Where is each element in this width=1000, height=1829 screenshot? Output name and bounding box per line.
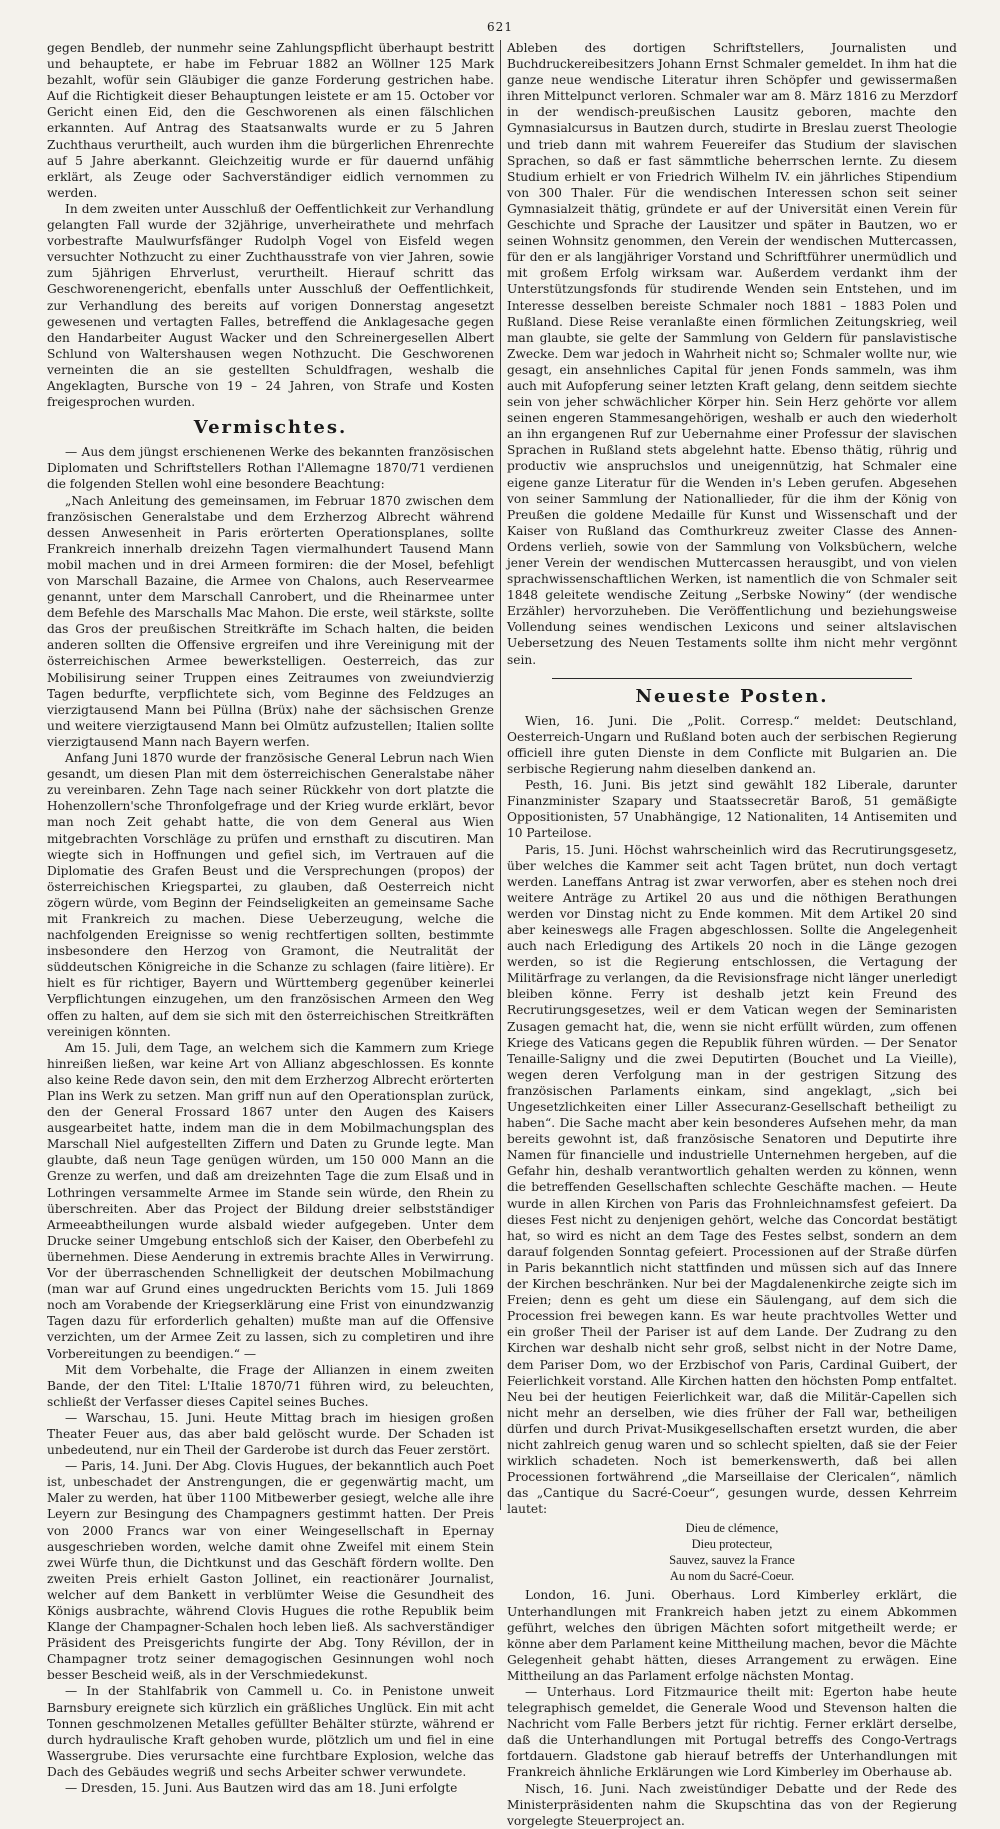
anthem-line: Sauvez, sauvez la France bbox=[669, 1553, 795, 1568]
article-perjury-case: gegen Bendleb, der nunmehr seine Zahlungspflicht überhaupt bestritt und behauptete, er habe im Februar 1882 an Wöllner 125 Mark bezahlt, wofür sein Gläubiger die ganze Forderung gestrichen habe. Auf die Richtigkeit dieser Behauptungen leistete er am 15. October vor Gericht einen Eid, den die Geschworenen als einen fälschlichen erkannten. Auf Antrag des Staatsanwalts wurde er zu 5 Jahren Zuchthaus verurtheilt, auch wurden ihm die bürgerlichen Ehrenrechte auf 5 Jahre aberkannt. Gleichzeitig wurde er für dauernd unfähig erklärt, als Zeuge oder Sachverständiger eidlich vernommen zu werden. bbox=[47, 41, 494, 200]
right-column bbox=[507, 40, 957, 1828]
article-paris-poet: — Paris, 14. Juni. Der Abg. Clovis Hugues, der bekanntlich auch Poet ist, unbeschadet der Anstrengungen, die er gegenwärtig macht, um Maler zu werden, hat über 1100 Mitbewerber gesiegt, welche alle ihre Leyern zur Besingung des Champagners gestimmt hatten. Der Preis von 2000 Francs war von einer Weingesellschaft in Epernay ausgeschrieben worden, welche damit ohne Zweifel mit einem Stein zwei Würfe thun, die Dichtkunst und das Geschäft fördern wollte. Den zweiten Preis erhielt Gaston Jollinet, ein reactionärer Journalist, welcher auf dem Bankett in verblümter Weise die Gesundheit des Königs ausbrachte, während Clovis Hugues die rothe Republik beim Klange der Champagner-Schalen hoch leben ließ. Als sachverständiger Präsident des Preisgerichts fungirte der Abg. Tony Révillon, der in Champagner trotz seiner demagogischen Gesinnungen wohl noch besser Bescheid weiß, als in der Verschmiedekunst. bbox=[47, 1459, 494, 1683]
article-pesth: Pesth, 16. Juni. Bis jetzt sind gewählt 182 Liberale, darunter Finanzminister Szapary und Staatssecretär Baroß, 51 gemäßigte Oppositionisten, 57 Unabhängige, 12 Nationaliten, 14 Antisemiten und 10 Parteilose. bbox=[507, 778, 957, 841]
article-warschau: — Warschau, 15. Juni. Heute Mittag brach im hiesigen großen Theater Feuer aus, das aber bald gelöscht wurde. Der Schaden ist unbedeutend, nur ein Theil der Garderobe ist durch das Feuer zerstört. bbox=[47, 1410, 494, 1458]
section-heading-vermischtes: Vermischtes. bbox=[193, 417, 348, 439]
article-paris-recruitment: Paris, 15. Juni. Höchst wahrscheinlich wird das Recrutirungsgesetz, über welches die Kammer seit acht Tagen brütet, nun doch vertagt werden. Laneffans Antrag ist zwar verworfen, aber es stehen noch drei weitere Anträge zu Artikel 20 aus und die nöthigen Berathungen werden vor Dinstag nicht zu Ende kommen. Mit dem Artikel 20 sind aber keineswegs alle Fragen abgeschlossen. Sollte die Angelegenheit auch nach Erledigung des Artikels 20 noch in die Länge gezogen werden, so ist die Regierung entschlossen, die Vertagung der Militärfrage zu verlangen, da die Revisionsfrage nicht länger unerledigt bleiben könne. Ferry ist deshalb jetzt kein Freund des Recrutirungsgesetzes, weil er dem Vatican wegen der Seminaristen Zusagen gemacht hat, die, wenn sie nicht erfüllt würden, zum offenen Kriege des Vaticans gegen die Republik führen würden. — Der Senator Tenaille-Saligny und die zwei Deputirten (Bouchet und La Vieille), wegen deren Verfolgung man in der gestrigen Sitzung des französischen Parlaments einkam, sind angeklagt, „sich bei Ungesetzlichkeiten einer Liller Assecuranz-Gesellschaft betheiligt zu haben“. Die Sache macht aber kein besonderes Aufsehen mehr, da man bereits gewohnt ist, daß französische Senatoren und Deputirte ihre Namen für financielle und industrielle Unternehmen hergeben, auf die Gefahr hin, deshalb verantwortlich gehalten werden zu können, wenn die betreffenden Gesellschaften schlechte Geschäfte machen. — Heute wurde in allen Kirchen von Paris das Frohnleichnamsfest gefeiert. Da dieses Fest nicht zu denjenigen gehört, welche das Concordat bestätigt hat, so wird es nicht an dem Tage des Festes selbst, sondern an dem darauf folgenden Sonntag gefeiert. Processionen auf der Straße dürfen in Paris bekanntlich nicht stattfinden und müssen sich auf das Innere der Kirchen beschränken. Nur bei der Magdalenenkirche zeigte sich im Freien; denn es geht um diese ein Säulengang, auf dem sich die Procession frei bewegen kann. Es war heute prachtvolles Wetter und ein großer Theil der Pariser ist auf dem Lande. Der Zudrang zu den Kirchen war deshalb nicht sehr groß, selbst nicht in der Notre Dame, dem Pariser Dom, wo der Erzbischof von Paris, Cardinal Guibert, der Feierlichkeit vorstand. Alle Kirchen hatten den höchsten Pomp entfaltet. Neu bei der heutigen Feierlichkeit war, daß die Militär-Capellen sich nicht mehr an derselben, wie dies früher der Fall war, betheiligen dürfen und durch Privat-Musikgesellschaften ersetzt wurden, die aber nicht zahlreich genug waren und so schlecht spielten, daß sie der Feier wirklich schadeten. Noch ist bemerkenswerth, daß bei allen Processionen fortwährend „die Marseillaise der Clericalen“, nämlich das „Cantique du Sacré-Coeur“, gesungen wurde, dessen Kehrreim lautet: bbox=[507, 842, 957, 1517]
section-heading-neueste-posten: Neueste Posten. bbox=[635, 685, 829, 707]
article-schmaler-obituary: Ableben des dortigen Schriftstellers, Journalisten und Buchdruckereibesitzers Johann Ernst Schmaler gemeldet. In ihm hat die ganze neue wendische Literatur ihren Schöpfer und gewissermaßen ihren Mittelpunct verloren. Schmaler war am 8. März 1816 zu Merzdorf in der wendisch-preußischen Lausitz geboren, machte den Gymnasialcursus in Bautzen durch, studirte in Breslau zuerst Theologie und trieb dann mit wahrem Feuereifer das Studium der slavischen Sprachen, so daß er fast sämmtliche beherrschen lernte. Zu diesem Studium erhielt er von Friedrich Wilhelm IV. ein jährliches Stipendium von 300 Thaler. Für die wendischen Interessen schon seit seiner Gymnasialzeit thätig, gründete er auf der Universität einen Verein für Geschichte und Sprache der Lausitzer und später in Bautzen, wo er seinen Wohnsitz genommen, den Verein der wendischen Muttercassen, für den er als langjähriger Vorstand und Schriftführer unermüdlich und mit großem Erfolg wirksam war. Außerdem verdankt ihm der Unterstützungsfonds für studirende Wenden sein Entstehen, und im Interesse desselben bereiste Schmaler noch 1881 – 1883 Polen und Rußland. Diese Reise veranlaßte einen förmlichen Zeitungskrieg, weil man glaubte, sie gelte der Sammlung von Geldern für panslavistische Zwecke. Dem war jedoch in Wahrheit nicht so; Schmaler wollte nur, wie gesagt, ein ansehnliches Capital für jenen Fonds sammeln, was ihm auch mit Aufopferung seiner letzten Kraft gelang, denn seitdem siechte sein von jeher schwächlicher Körper hin. Sein Herz gehörte vor allem seinen engeren Stammesangehörigen, weshalb er auch den wiederholt an ihn ergangenen Ruf zur Uebernahme einer Professur der slavischen Sprachen in Rußland stets abgelehnt hatte. Ebenso thätig, rührig und productiv wie anspruchslos und uneigennützig, hat Schmaler eine eigene ganze Literatur für die Wenden in's Leben gerufen. Abgesehen von seiner Sammlung der Nationallieder, für die ihm der König von Preußen die goldene Medaille für Kunst und Wissenschaft und der Kaiser von Rußland das Comthurkreuz zweiter Classe des Annen-Ordens verlieh, sowie von der Sammlung von Volksbüchern, welche jener Verein der wendischen Muttercassen herausgibt, und von vielen sprachwissenschaftlichen Werken, ist namentlich die von Schmaler seit 1848 geleitete wendische Zeitung „Serbske Nowiny“ (der wendische Erzähler) hervorzuheben. Die Veröffentlichung und beziehungsweise Vollendung seines wendischen Lexicons und seiner altslavischen Uebersetzung des Neuen Testaments sollte ihm nicht mehr vergönnt sein. bbox=[507, 41, 957, 667]
article-rothan-quote-2: Anfang Juni 1870 wurde der französische General Lebrun nach Wien gesandt, um diesen Plan mit dem österreichischen Generalstabe näher zu vereinbaren. Zehn Tage nach seiner Rückkehr von dort platzte die Hohenzollern'sche Thronfolgefrage und der Krieg wurde erklärt, bevor man noch Zeit gehabt hatte, die von dem General aus Wien mitgebrachten Vorschläge zu prüfen und ernsthaft zu discutiren. Man wiegte sich in Hoffnungen und gefiel sich, im Vertrauen auf die Diplomatie des Grafen Beust und die Versprechungen (propos) der österreichischen Kriegspartei, zu glauben, daß Oesterreich nicht zögern würde, vom Beginn der Feindseligkeiten an gemeinsame Sache mit Frankreich zu machen. Diese Ueberzeugung, welche die nachfolgenden Ereignisse so wenig rechtfertigen sollten, bestimmte insbesondere den Herzog von Gramont, die Neutralität der süddeutschen Königreiche in die Schanze zu schlagen (faire litière). Er hielt es für richtiger, Bayern und Württemberg gegenüber keinerlei Verpflichtungen einzugehen, um den französischen Armeen den Weg offen zu halten, auf dem sie sich mit den österreichischen Streitkräften vereinigen könnten. bbox=[47, 751, 494, 1039]
article-steel-factory: — In der Stahlfabrik von Cammell u. Co. in Penistone unweit Barnsbury ereignete sich kürzlich ein gräßliches Unglück. Ein mit acht Tonnen geschmolzenen Metalles gefüllter Behälter stürzte, während er durch hydraulische Kraft gehoben wurde, plötzlich um und fiel in eine Wassergrube. Dies verursachte eine furchtbare Explosion, welche das Dach des Gebäudes wegriß und sechs Arbeiter schwer verwundete. bbox=[47, 1684, 494, 1779]
anthem-line: Dieu de clémence, bbox=[685, 1521, 779, 1536]
anthem-line: Dieu protecteur, bbox=[691, 1537, 773, 1552]
article-wien: Wien, 16. Juni. Die „Polit. Corresp.“ meldet: Deutschland, Oesterreich-Ungarn und Rußland boten auch der serbischen Regierung officiell ihre guten Dienste in dem Conflicte mit Bulgarien an. Die serbische Regierung nahm dieselben dankend an. bbox=[507, 713, 957, 777]
page-number: 621 bbox=[487, 20, 513, 34]
anthem-line: Au nom du Sacré-Coeur. bbox=[669, 1569, 795, 1584]
column-divider bbox=[500, 40, 501, 1510]
article-court-second-case: In dem zweiten unter Ausschluß der Oeffentlichkeit zur Verhandlung gelangten Fall wurde der 32jährige, unverheirathete und mehrfach vorbestrafte Maulwurfsfänger Rudolph Vogel von Eisfeld wegen versuchter Nothzucht zu einer Zuchthausstrafe von vier Jahren, sowie zum 5jährigen Ehrverlust, verurtheilt. Hierauf schritt das Geschworenengericht, ebenfalls unter Ausschluß der Oeffentlichkeit, zur Verhandlung des bereits auf vorigen Donnerstag angesetzt gewesenen und vertagten Falles, betreffend die Anklagesache gegen den Handarbeiter August Wacker und den Schreinergesellen Albert Schlund von Waltershausen wegen Nothzucht. Die Geschworenen verneinten die an sie gestellten Schuldfragen, weshalb die Angeklagten, Bursche von 19 – 24 Jahren, von Strafe und Kosten freigesprochen wurden. bbox=[47, 201, 494, 410]
article-london-oberhaus: London, 16. Juni. Oberhaus. Lord Kimberley erklärt, die Unterhandlungen mit Frankreich haben jetzt zu einem Abkommen geführt, welches den übrigen Mächten sofort mitgetheilt werde; er könne aber dem Parlament keine Mittheilung machen, bevor die Mächte Gelegenheit gehabt hätten, dieses Arrangement zu erwägen. Eine Mittheilung an das Parlament erfolge nächsten Montag. bbox=[507, 1588, 957, 1683]
article-nisch: Nisch, 16. Juni. Nach zweistündiger Debatte und der Rede des Ministerpräsidenten nahm die Skupschtina das von der Regierung vorgelegte Steuerproject an. bbox=[507, 1781, 957, 1828]
anthem-verse bbox=[507, 1520, 957, 1584]
article-dresden: — Dresden, 15. Juni. Aus Bautzen wird das am 18. Juni erfolgte bbox=[65, 1781, 458, 1796]
left-column bbox=[47, 40, 494, 1796]
article-rothan-closing: Mit dem Vorbehalte, die Frage der Allianzen in einem zweiten Bande, der den Titel: L'Italie 1870/71 führen wird, zu beleuchten, schließt der Verfasser dieses Capitel seines Buches. bbox=[47, 1362, 494, 1409]
article-rothan-quote-1: „Nach Anleitung des gemeinsamen, im Februar 1870 zwischen dem französischen Generalstabe und dem Erzherzog Albrecht während dessen Anwesenheit in Paris erörterten Operationsplanes, sollte Frankreich innerhalb dreizehn Tagen viermalhundert Tausend Mann mobil machen und in drei Armeen formiren: die der Mosel, befehligt von Marschall Bazaine, die Armee von Chalons, auch Reservearmee genannt, unter dem Marschall Canrobert, und die Rheinarmee unter dem Befehle des Marschalls Mac Mahon. Die erste, weil stärkste, sollte das Gros der preußischen Streitkräfte im Schach halten, die beiden anderen sollten die Offensive ergreifen und ihre Vereinigung mit der österreichischen Armee bewerkstelligen. Oesterreich, das zur Mobilisirung seiner Truppen eines Zeitraumes von zweiundvierzig Tagen bedurfte, verpflichtete sich, vom Beginne des Feldzuges an vierzigtausend Mann bei Püllna (Brüx) nahe der sächsischen Grenze und weitere vierzigtausend Mann bei Olmütz aufzustellen; Italien sollte vierzigtausend Mann nach Bayern werfen. bbox=[47, 493, 494, 749]
article-rothan-quote-3: Am 15. Juli, dem Tage, an welchem sich die Kammern zum Kriege hinreißen ließen, war keine Art von Allianz abgeschlossen. Es konnte also keine Rede davon sein, den mit dem Erzherzog Albrecht erörterten Plan ins Werk zu setzen. Man griff nun auf den Operationsplan zurück, den der General Frossard 1867 unter den Augen des Kaisers ausgearbeitet hatte, indem man die in dem Mobilmachungsplan des Marschall Niel aufgestellten Ziffern und Daten zu Grunde legte. Man glaubte, daß neun Tage genügen würden, um 150 000 Mann an die Grenze zu werfen, und daß am dreizehnten Tage die zum Elsaß und in Lothringen versammelte Armee im Stande sein würde, den Rhein zu überschreiten. Aber das Project der Bildung dreier selbstständiger Armeeabtheilungen wurde alsbald wieder aufgegeben. Unter dem Drucke seiner Umgebung entschloß sich der Kaiser, den Oberbefehl zu übernehmen. Diese Aenderung in extremis brachte Alles in Verwirrung. Vor der überraschenden Schnelligkeit der deutschen Mobilmachung (man war auf Grund eines ungedruckten Berichts vom 15. Juli 1869 noch am Vorabende der Kriegserklärung eine Frist von einundzwanzig Tagen dazu für erforderlich gehalten) mußte man auf die Offensive verzichten, um der Armee Zeit zu lassen, sich zu completiren und ihre Vorbereitungen zu beendigen.“ — bbox=[47, 1040, 494, 1361]
section-separator bbox=[552, 678, 912, 679]
article-london-unterhaus: — Unterhaus. Lord Fitzmaurice theilt mit: Egerton habe heute telegraphisch gemeldet, die Generale Wood und Stevenson halten die Nachricht vom Falle Berbers jetzt für richtig. Ferner erklärt derselbe, daß die Unterhandlungen mit Portugal betreffs des Congo-Vertrags fortdauern. Gladstone gab hierauf betreffs der Unterhandlungen mit Frankreich ähnliche Erklärungen wie Lord Kimberley im Oberhause ab. bbox=[507, 1685, 957, 1780]
article-rothan-intro: — Aus dem jüngst erschienenen Werke des bekannten französischen Diplomaten und Schriftstellers Rothan l'Allemagne 1870/71 verdienen die folgenden Stellen wohl eine besondere Beachtung: bbox=[47, 445, 494, 492]
